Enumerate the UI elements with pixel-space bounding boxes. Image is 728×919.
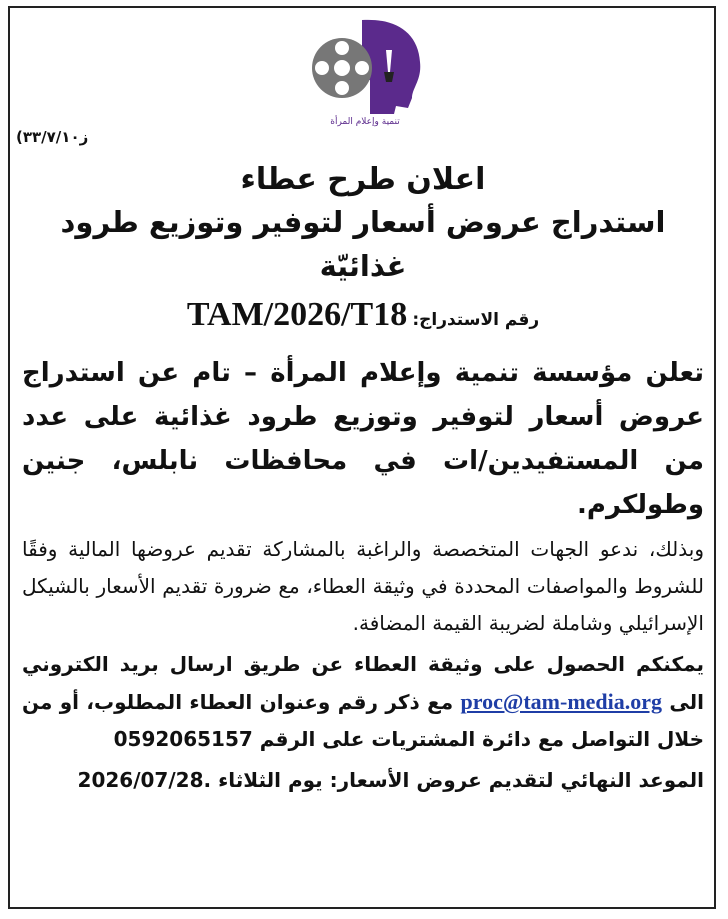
deadline-row bbox=[22, 762, 704, 799]
contact-text-1: يمكنكم الحصول على وثيقة العطاء عن طريق ارسال بريد الكتروني الى bbox=[22, 652, 705, 714]
phone-number: 0592065157 bbox=[113, 727, 253, 751]
ad-content bbox=[22, 160, 704, 799]
email-link[interactable]: proc@tam-media.org bbox=[460, 689, 663, 714]
tender-number: TAM/2026/T18 bbox=[186, 296, 408, 333]
announcement-text: تعلن مؤسسة تنمية وإعلام المرأة – تام عن استدراج عروض أسعار لتوفير وتوزيع طرود غذائية على عدد من المستفيدين/ات في محافظات نابلس، جنين وطولكرم. bbox=[22, 358, 704, 520]
paragraph-invitation: وبذلك، ندعو الجهات المتخصصة والراغبة بالمشاركة تقديم عروضها المالية وفقًا للشروط والمواصفات المحددة في وثيقة العطاء، مع ضرورة تقديم الأسعار بالشيكل الإسرائيلي وشاملة لضريبة القيمة المضافة. bbox=[22, 537, 704, 635]
tender-number-label: رقم الاستدراج: bbox=[412, 310, 540, 330]
contact-text-2: مع ذكر رقم وعنوان العطاء المطلوب، أو من خلال التواصل مع دائرة المشتريات على الرقم bbox=[22, 690, 704, 751]
organization-logo bbox=[300, 10, 430, 135]
paragraph-contact bbox=[22, 646, 704, 758]
deadline-text: الموعد النهائي لتقديم عروض الأسعار: يوم الثلاثاء bbox=[218, 768, 704, 792]
ad-title: اعلان طرح عطاء bbox=[240, 162, 486, 197]
tender-number-row bbox=[22, 294, 704, 341]
reference-code: ز٣٣/٧/١٠) bbox=[16, 128, 89, 146]
ad-subtitle: استدراج عروض أسعار لتوفير وتوزيع طرود غذائيّة bbox=[60, 205, 666, 283]
deadline-date: 2026/07/28. bbox=[77, 768, 212, 792]
logo-text: تنمية وإعلام المرأة bbox=[330, 117, 400, 127]
